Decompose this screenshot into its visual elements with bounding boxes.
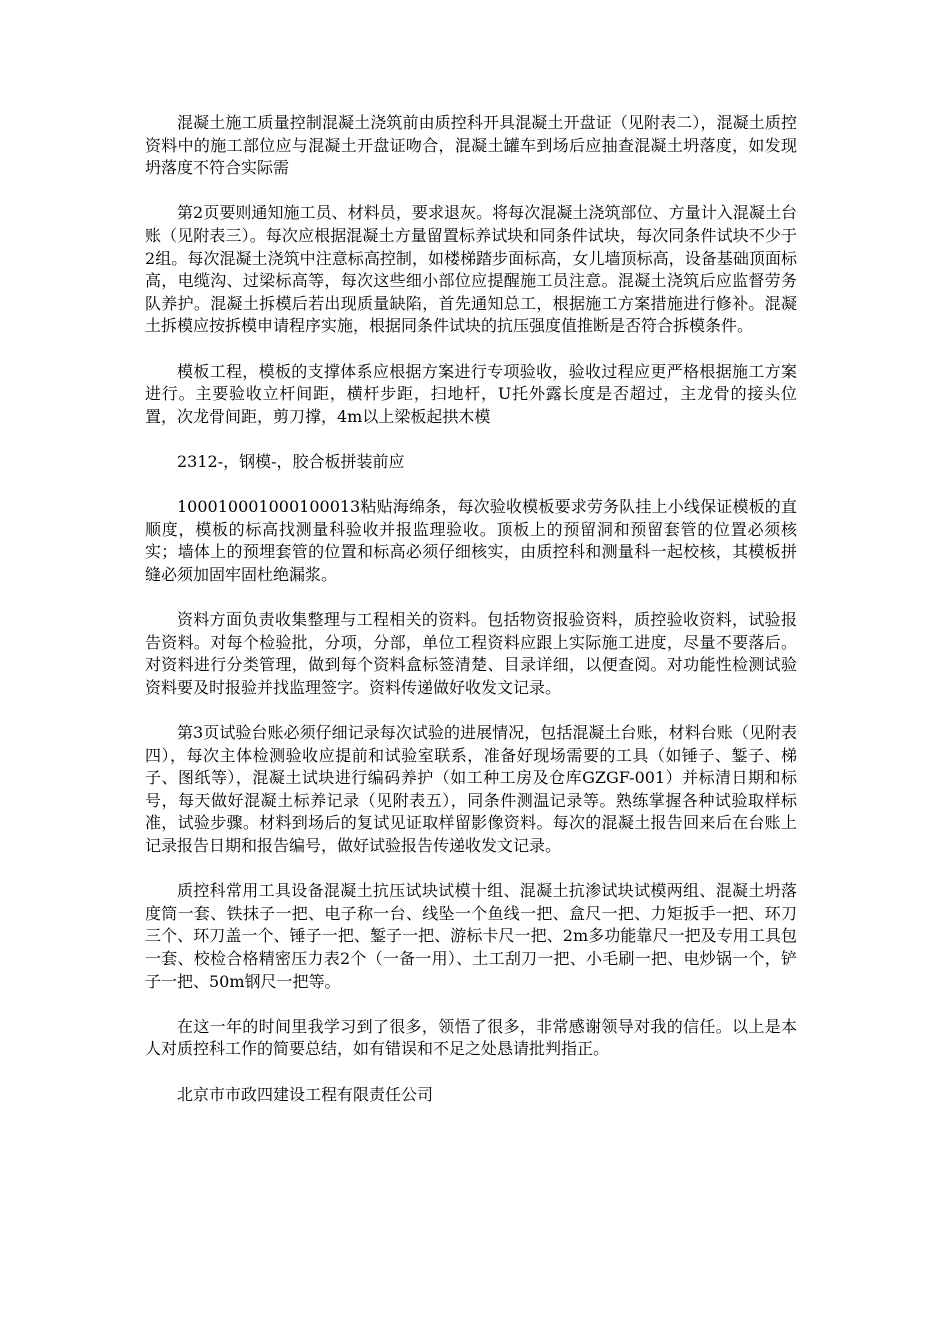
paragraph-conclusion: 在这一年的时间里我学习到了很多，领悟了很多，非常感谢领导对我的信任。以上是本人对质控科工作的简要总结，如有错误和不足之处恳请批判指正。 bbox=[145, 1016, 797, 1059]
paragraph-page-2-concrete: 第2页要则通知施工员、材料员，要求退灰。将每次混凝土浇筑部位、方量计入混凝土台账（见附表三）。每次应根据混凝土方量留置标养试块和同条件试块，每次同条件试块不少于2组。每次混凝土浇筑中注意标高控制，如楼梯踏步面标高，女儿墙顶标高，设备基础顶面标高，电缆沟、过梁标高等，每次这些细小部位应提醒施工员注意。混凝土浇筑后应监督劳务队养护。混凝土拆模后若出现质量缺陷，首先通知总工，根据施工方案措施进行修补。混凝土拆模应按拆模申请程序实施，根据同条件试块的抗压强度值推断是否符合拆模条件。 bbox=[145, 203, 797, 336]
paragraph-formwork: 模板工程，模板的支撑体系应根据方案进行专项验收，验收过程应更严格根据施工方案进行。主要验收立杆间距，横杆步距，扫地杆，U托外露长度是否超过，主龙骨的接头位置，次龙骨间距，剪刀撑，4m以上梁板起拱木模 bbox=[145, 361, 797, 426]
paragraph-page-3-test-ledger: 第3页试验台账必须仔细记录每次试验的进展情况，包括混凝土台账，材料台账（见附表四），每次主体检测验收应提前和试验室联系，准备好现场需要的工具（如锤子、錾子、梯子、图纸等），混凝土试块进行编码养护（如工种工房及仓库GZGF-001）并标清日期和标号，每天做好混凝土标养记录（见附表五），同条件测温记录等。熟练掌握各种试验取样标准，试验步骤。材料到场后的复试见证取样留影像资料。每次的混凝土报告回来后在台账上记录报告日期和报告编号，做好试验报告传递收发文记录。 bbox=[145, 723, 797, 855]
paragraph-concrete-control: 混凝土施工质量控制混凝土浇筑前由质控科开具混凝土开盘证（见附表二），混凝土质控资料中的施工部位应与混凝土开盘证吻合，混凝土罐车到场后应抽查混凝土坍落度，如发现坍落度不符合实际需 bbox=[145, 113, 797, 178]
paragraph-formwork-fragment: 2312-，钢模-，胶合板拼装前应 bbox=[177, 451, 405, 471]
paragraph-formwork-inspection: 100010001000100013粘贴海绵条，每次验收模板要求劳务队挂上小线保证模板的直顺度，模板的标高找测量科验收并报监理验收。顶板上的预留洞和预留套管的位置必须核实；墙体上的预埋套管的位置和标高必须仔细核实，由质控科和测量科一起校核，其模板拼缝必须加固牢固杜绝漏浆。 bbox=[145, 497, 797, 584]
paragraph-documentation: 资料方面负责收集整理与工程相关的资料。包括物资报验资料，质控验收资料，试验报告资料。对每个检验批，分项，分部，单位工程资料应跟上实际施工进度，尽量不要落后。对资料进行分类管理，做到每个资料盒标签清楚、目录详细，以便查阅。对功能性检测试验资料要及时报验并找监理签字。资料传递做好收发文记录。 bbox=[145, 610, 797, 697]
document-body bbox=[145, 112, 797, 1106]
paragraph-tools-equipment: 质控科常用工具设备混凝土抗压试块试模十组、混凝土抗渗试块试模两组、混凝土坍落度筒一套、铁抹子一把、电子称一台、线坠一个鱼线一把、盒尺一把、力矩扳手一把、环刀三个、环刀盖一个、锤子一把、錾子一把、游标卡尺一把、2m多功能靠尺一把及专用工具包一套、校检合格精密压力表2个（一备一用）、土工刮刀一把、小毛刷一把、电炒锅一个，铲子一把、50m钢尺一把等。 bbox=[145, 881, 797, 991]
company-signature: 北京市市政四建设工程有限责任公司 bbox=[177, 1084, 434, 1104]
